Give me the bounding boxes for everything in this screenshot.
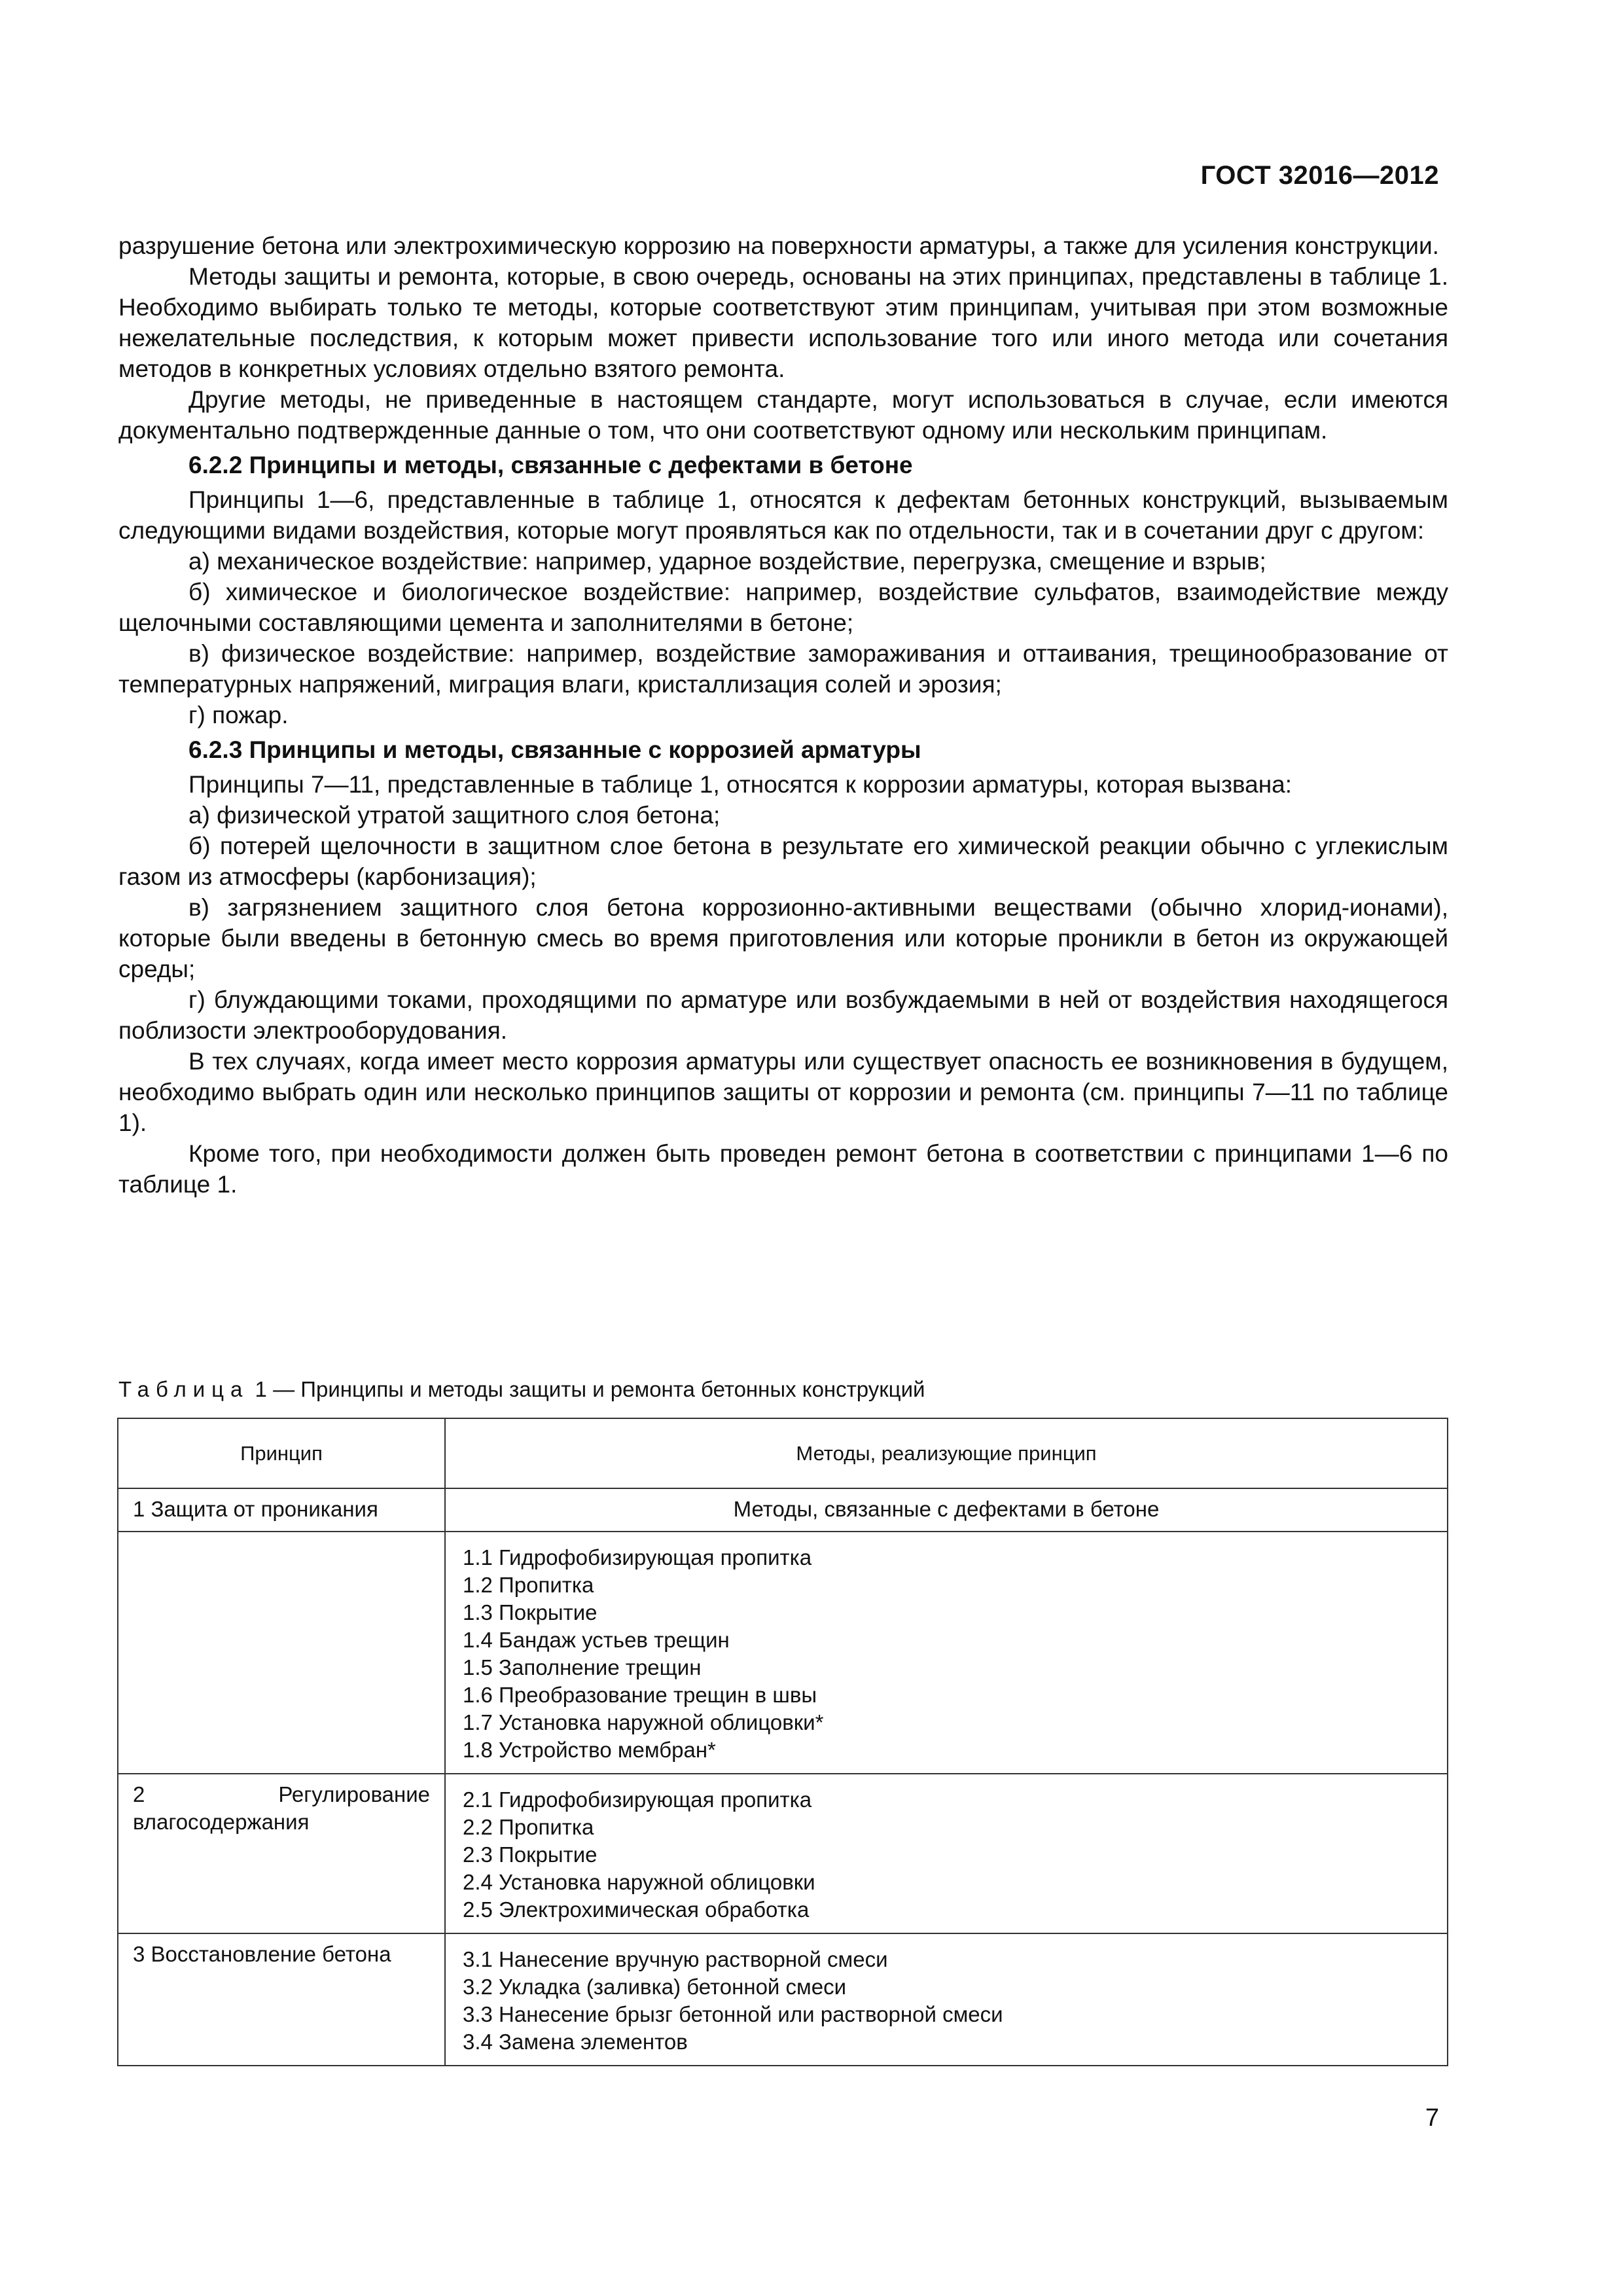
method-item: 3.1 Нанесение вручную растворной смеси — [463, 1947, 888, 1971]
principle-cell: 3 Восстановление бетона — [118, 1933, 445, 2066]
methods-cell — [445, 1933, 1448, 2066]
list-item: г) блуждающими токами, проходящими по арматуре или возбуждаемыми в ней от воздействия находящегося поблизости электрооборудования. — [118, 986, 1448, 1044]
paragraph: Другие методы, не приведенные в настоящем стандарте, могут использоваться в случае, если имеются документально подтвержденные данные о том, что они соответствуют одному или нескольким принципам. — [118, 386, 1448, 444]
method-item: 1.3 Покрытие — [463, 1600, 597, 1624]
table-header-row — [118, 1418, 1448, 1488]
table-row — [118, 1488, 1448, 1532]
table-caption-label: Таблица — [118, 1377, 249, 1401]
table-row — [118, 1774, 1448, 1933]
list-item: б) потерей щелочности в защитном слое бетона в результате его химической реакции обычно с углекислым газом из атмосферы (карбонизация); — [118, 833, 1448, 890]
principle-cell: 1 Защита от проникания — [118, 1488, 445, 1532]
principles-methods-table — [117, 1418, 1448, 2066]
list-item: в) физическое воздействие: например, воздействие замораживания и оттаивания, трещинообразование от температурных напряжений, миграция влаги, кристаллизация солей и эрозия; — [118, 640, 1448, 698]
table-row — [118, 1933, 1448, 2066]
principle-cell: 2 Регулирование влагосодержания — [118, 1774, 445, 1933]
method-item: 1.4 Бандаж устьев трещин — [463, 1628, 730, 1652]
page-number: 7 — [1425, 2104, 1439, 2132]
column-header-methods: Методы, реализующие принцип — [445, 1418, 1448, 1488]
document-id-header: ГОСТ 32016—2012 — [1200, 161, 1439, 190]
section-heading-6-2-3: 6.2.3 Принципы и методы, связанные с коррозией арматуры — [188, 736, 921, 763]
method-item: 2.4 Установка наружной облицовки — [463, 1870, 815, 1894]
method-item: 3.3 Нанесение брызг бетонной или растворной смеси — [463, 2002, 1003, 2026]
paragraph: Методы защиты и ремонта, которые, в свою очередь, основаны на этих принципах, представлены в таблице 1. Необходимо выбирать только те методы, которые соответствуют этим принципам, учитывая при этом возможные нежелательные последствия, к которым может привести использование того или иного метода или сочетания методов в конкретных условиях отдельно взятого ремонта. — [118, 263, 1448, 382]
method-item: 1.6 Преобразование трещин в швы — [463, 1683, 817, 1707]
method-item: 1.7 Установка наружной облицовки* — [463, 1710, 824, 1734]
method-item: 2.5 Электрохимическая обработка — [463, 1897, 810, 1922]
method-item: 1.2 Пропитка — [463, 1573, 594, 1597]
list-item: г) пожар. — [188, 702, 289, 728]
paragraph: В тех случаях, когда имеет место коррозия арматуры или существует опасность ее возникновения в будущем, необходимо выбрать один или несколько принципов защиты от коррозии и ремонта (см. принципы 7—11 по таблице 1). — [118, 1048, 1448, 1136]
list-item: а) физической утратой защитного слоя бетона; — [188, 802, 721, 829]
list-item: а) механическое воздействие: например, ударное воздействие, перегрузка, смещение и взрыв; — [188, 548, 1266, 575]
list-item: в) загрязнением защитного слоя бетона коррозионно-активными веществами (обычно хлорид-ионами), которые были введены в бетонную смесь во время приготовления или которые проникли в бетон из окружающей среды; — [118, 894, 1448, 982]
paragraph: разрушение бетона или электрохимическую коррозию на поверхности арматуры, а также для усиления конструкции. — [118, 232, 1439, 259]
paragraph: Кроме того, при необходимости должен быть проведен ремонт бетона в соответствии с принципами 1—6 по таблице 1. — [118, 1140, 1448, 1198]
method-item: 2.1 Гидрофобизирующая пропитка — [463, 1787, 812, 1812]
body-text — [118, 230, 1448, 1200]
table-caption-title: 1 — Принципы и методы защиты и ремонта бетонных конструкций — [249, 1377, 925, 1401]
method-item: 1.5 Заполнение трещин — [463, 1655, 702, 1679]
section-heading-6-2-2: 6.2.2 Принципы и методы, связанные с дефектами в бетоне — [188, 452, 913, 478]
table-row — [118, 1532, 1448, 1774]
method-item: 2.3 Покрытие — [463, 1842, 597, 1867]
method-item: 1.8 Устройство мембран* — [463, 1738, 716, 1762]
methods-cell — [445, 1774, 1448, 1933]
empty-cell — [118, 1532, 445, 1774]
method-item: 2.2 Пропитка — [463, 1815, 594, 1839]
table-caption — [118, 1377, 925, 1402]
paragraph: Принципы 7—11, представленные в таблице 1, относятся к коррозии арматуры, которая вызвана: — [188, 771, 1293, 798]
paragraph: Принципы 1—6, представленные в таблице 1, относятся к дефектам бетонных конструкций, вызываемым следующими видами воздействия, которые могут проявляться как по отдельности, так и в сочетании друг с другом: — [118, 486, 1448, 544]
method-item: 3.2 Укладка (заливка) бетонной смеси — [463, 1975, 847, 1999]
list-item: б) химическое и биологическое воздействие: например, воздействие сульфатов, взаимодействие между щелочными составляющими цемента и заполнителями в бетоне; — [118, 579, 1448, 636]
group-header-cell: Методы, связанные с дефектами в бетоне — [445, 1488, 1448, 1532]
method-item: 1.1 Гидрофобизирующая пропитка — [463, 1545, 812, 1570]
column-header-principle: Принцип — [118, 1418, 445, 1488]
method-item: 3.4 Замена элементов — [463, 2030, 688, 2054]
methods-cell — [445, 1532, 1448, 1774]
